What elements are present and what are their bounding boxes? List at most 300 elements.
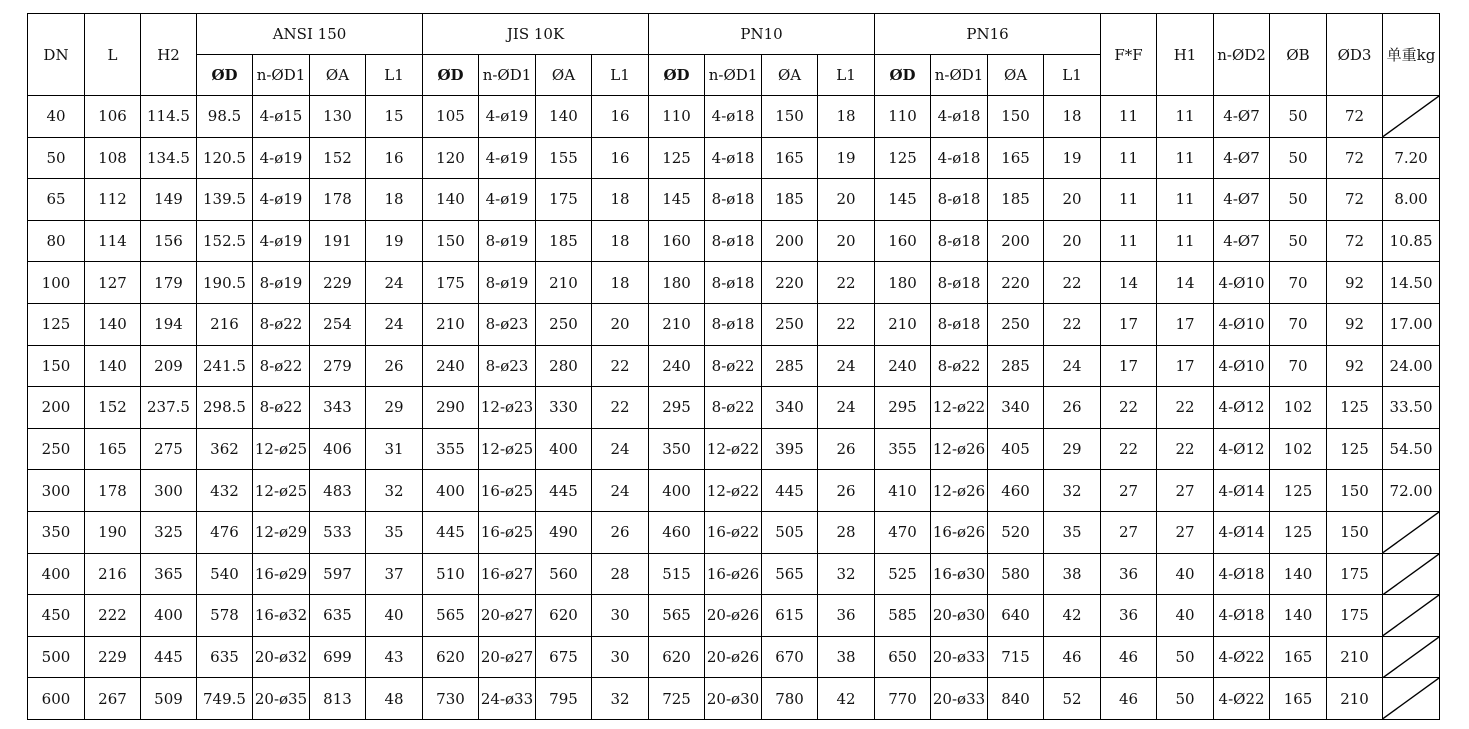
cell-jis-n-d1: 20-ø27: [479, 595, 536, 637]
cell-ff: 11: [1101, 179, 1157, 221]
cell-ff: 27: [1101, 511, 1157, 553]
cell-pn16-l1: 32: [1044, 470, 1101, 512]
table-row: [28, 553, 1440, 595]
cell-jis-d: 355: [423, 428, 479, 470]
cell-jis-d: 210: [423, 303, 479, 345]
cell-pn10-n-d1: 8-ø22: [705, 387, 762, 429]
cell-jis-a: 560: [536, 553, 592, 595]
cell-pn16-d: 240: [875, 345, 931, 387]
cell-dn: 40: [28, 96, 85, 138]
cell-jis-a: 490: [536, 511, 592, 553]
subheader-pn10-n-d1: n-ØD1: [705, 55, 762, 96]
cell-pn10-l1: 42: [818, 678, 875, 720]
cell-pn16-n-d1: 4-ø18: [931, 137, 988, 179]
cell-weight-empty-slash: [1383, 553, 1440, 595]
cell-jis-d: 400: [423, 470, 479, 512]
cell-pn16-d: 470: [875, 511, 931, 553]
cell-ff: 11: [1101, 137, 1157, 179]
diagonal-slash-icon: [1383, 512, 1439, 553]
cell-pn10-n-d1: 4-ø18: [705, 137, 762, 179]
table-row: [28, 179, 1440, 221]
table-row: [28, 470, 1440, 512]
cell-jis-n-d1: 20-ø27: [479, 636, 536, 678]
cell-l: 267: [85, 678, 141, 720]
cell-pn10-l1: 32: [818, 553, 875, 595]
cell-pn10-a: 220: [762, 262, 818, 304]
cell-l: 112: [85, 179, 141, 221]
cell-jis-d: 730: [423, 678, 479, 720]
cell-ansi-a: 406: [310, 428, 366, 470]
header-group-jis: JIS 10K: [423, 14, 649, 55]
cell-pn10-l1: 26: [818, 470, 875, 512]
cell-pn10-n-d1: 20-ø30: [705, 678, 762, 720]
cell-ansi-d: 216: [197, 303, 253, 345]
cell-pn16-n-d1: 12-ø26: [931, 428, 988, 470]
cell-jis-n-d1: 16-ø27: [479, 553, 536, 595]
cell-b: 50: [1270, 137, 1327, 179]
cell-l: 216: [85, 553, 141, 595]
subheader-pn16-a: ØA: [988, 55, 1044, 96]
cell-pn10-d: 400: [649, 470, 705, 512]
cell-weight-empty-slash: [1383, 96, 1440, 138]
cell-jis-a: 155: [536, 137, 592, 179]
cell-ansi-a: 483: [310, 470, 366, 512]
cell-ansi-n-d1: 8-ø22: [253, 387, 310, 429]
cell-pn10-a: 185: [762, 179, 818, 221]
cell-pn16-l1: 19: [1044, 137, 1101, 179]
cell-h2: 194: [141, 303, 197, 345]
cell-pn16-a: 580: [988, 553, 1044, 595]
cell-h1: 11: [1157, 137, 1214, 179]
cell-pn16-l1: 46: [1044, 636, 1101, 678]
cell-pn10-a: 395: [762, 428, 818, 470]
cell-pn10-d: 620: [649, 636, 705, 678]
cell-pn10-l1: 18: [818, 96, 875, 138]
header-b: ØB: [1270, 14, 1327, 96]
cell-pn16-d: 410: [875, 470, 931, 512]
cell-jis-n-d1: 8-ø19: [479, 262, 536, 304]
cell-ansi-d: 635: [197, 636, 253, 678]
cell-nd2: 4-Ø14: [1214, 470, 1270, 512]
cell-jis-d: 175: [423, 262, 479, 304]
cell-ansi-l1: 32: [366, 470, 423, 512]
cell-ansi-l1: 43: [366, 636, 423, 678]
cell-jis-a: 185: [536, 220, 592, 262]
cell-ansi-n-d1: 12-ø29: [253, 511, 310, 553]
cell-pn10-a: 565: [762, 553, 818, 595]
cell-ansi-n-d1: 8-ø22: [253, 303, 310, 345]
cell-ansi-a: 597: [310, 553, 366, 595]
cell-pn16-a: 640: [988, 595, 1044, 637]
cell-weight: 10.85: [1383, 220, 1440, 262]
cell-d3: 125: [1327, 387, 1383, 429]
cell-pn10-a: 285: [762, 345, 818, 387]
cell-pn10-n-d1: 8-ø18: [705, 179, 762, 221]
cell-weight: 17.00: [1383, 303, 1440, 345]
cell-pn10-d: 110: [649, 96, 705, 138]
cell-pn16-l1: 20: [1044, 179, 1101, 221]
cell-ansi-d: 139.5: [197, 179, 253, 221]
cell-pn16-d: 770: [875, 678, 931, 720]
cell-jis-n-d1: 24-ø33: [479, 678, 536, 720]
table-body: [28, 96, 1440, 720]
cell-pn10-n-d1: 8-ø18: [705, 220, 762, 262]
cell-pn16-d: 210: [875, 303, 931, 345]
cell-pn16-d: 355: [875, 428, 931, 470]
cell-jis-d: 620: [423, 636, 479, 678]
cell-nd2: 4-Ø10: [1214, 262, 1270, 304]
cell-pn10-n-d1: 8-ø18: [705, 303, 762, 345]
cell-pn10-d: 160: [649, 220, 705, 262]
cell-nd2: 4-Ø18: [1214, 553, 1270, 595]
cell-l: 140: [85, 345, 141, 387]
cell-pn16-a: 340: [988, 387, 1044, 429]
cell-nd2: 4-Ø12: [1214, 387, 1270, 429]
cell-weight: 33.50: [1383, 387, 1440, 429]
cell-pn10-a: 340: [762, 387, 818, 429]
subheader-jis-l1: L1: [592, 55, 649, 96]
cell-dn: 600: [28, 678, 85, 720]
cell-jis-n-d1: 12-ø25: [479, 428, 536, 470]
cell-l: 127: [85, 262, 141, 304]
cell-pn16-a: 520: [988, 511, 1044, 553]
cell-pn10-a: 670: [762, 636, 818, 678]
cell-pn10-a: 780: [762, 678, 818, 720]
subheader-jis-d: ØD: [423, 55, 479, 96]
cell-ff: 22: [1101, 387, 1157, 429]
cell-h2: 179: [141, 262, 197, 304]
cell-nd2: 4-Ø7: [1214, 96, 1270, 138]
cell-ansi-d: 749.5: [197, 678, 253, 720]
cell-weight: 14.50: [1383, 262, 1440, 304]
cell-jis-a: 175: [536, 179, 592, 221]
cell-ansi-d: 298.5: [197, 387, 253, 429]
cell-l: 229: [85, 636, 141, 678]
cell-pn16-a: 460: [988, 470, 1044, 512]
cell-b: 140: [1270, 595, 1327, 637]
cell-ansi-d: 432: [197, 470, 253, 512]
cell-jis-d: 290: [423, 387, 479, 429]
cell-ansi-n-d1: 12-ø25: [253, 428, 310, 470]
cell-pn10-n-d1: 12-ø22: [705, 428, 762, 470]
cell-b: 50: [1270, 179, 1327, 221]
cell-pn16-n-d1: 20-ø33: [931, 678, 988, 720]
cell-pn10-n-d1: 20-ø26: [705, 595, 762, 637]
cell-l: 106: [85, 96, 141, 138]
cell-pn16-a: 220: [988, 262, 1044, 304]
cell-jis-d: 150: [423, 220, 479, 262]
cell-dn: 250: [28, 428, 85, 470]
cell-pn16-n-d1: 4-ø18: [931, 96, 988, 138]
header-ff: F*F: [1101, 14, 1157, 96]
cell-pn16-a: 715: [988, 636, 1044, 678]
cell-pn16-n-d1: 20-ø33: [931, 636, 988, 678]
cell-nd2: 4-Ø22: [1214, 636, 1270, 678]
header-group-pn10: PN10: [649, 14, 875, 55]
cell-ansi-a: 254: [310, 303, 366, 345]
cell-pn16-n-d1: 16-ø30: [931, 553, 988, 595]
cell-ansi-a: 152: [310, 137, 366, 179]
cell-pn10-d: 350: [649, 428, 705, 470]
cell-h2: 445: [141, 636, 197, 678]
cell-nd2: 4-Ø7: [1214, 179, 1270, 221]
cell-ff: 17: [1101, 303, 1157, 345]
cell-jis-a: 210: [536, 262, 592, 304]
cell-pn10-d: 210: [649, 303, 705, 345]
cell-pn16-a: 285: [988, 345, 1044, 387]
cell-jis-a: 280: [536, 345, 592, 387]
cell-jis-l1: 28: [592, 553, 649, 595]
subheader-ansi-n-d1: n-ØD1: [253, 55, 310, 96]
cell-weight: 24.00: [1383, 345, 1440, 387]
cell-d3: 210: [1327, 678, 1383, 720]
cell-ansi-l1: 31: [366, 428, 423, 470]
cell-h2: 156: [141, 220, 197, 262]
cell-jis-l1: 26: [592, 511, 649, 553]
cell-ff: 11: [1101, 96, 1157, 138]
cell-jis-l1: 20: [592, 303, 649, 345]
subheader-pn16-n-d1: n-ØD1: [931, 55, 988, 96]
cell-ansi-d: 98.5: [197, 96, 253, 138]
cell-pn10-n-d1: 8-ø22: [705, 345, 762, 387]
cell-d3: 72: [1327, 220, 1383, 262]
cell-jis-d: 565: [423, 595, 479, 637]
cell-h1: 22: [1157, 428, 1214, 470]
cell-h1: 27: [1157, 511, 1214, 553]
cell-h1: 27: [1157, 470, 1214, 512]
cell-pn16-a: 150: [988, 96, 1044, 138]
cell-l: 152: [85, 387, 141, 429]
cell-weight: 7.20: [1383, 137, 1440, 179]
table-row: [28, 511, 1440, 553]
cell-jis-n-d1: 4-ø19: [479, 96, 536, 138]
cell-ansi-a: 699: [310, 636, 366, 678]
cell-pn10-l1: 26: [818, 428, 875, 470]
cell-nd2: 4-Ø10: [1214, 345, 1270, 387]
table-row: [28, 220, 1440, 262]
cell-jis-d: 240: [423, 345, 479, 387]
cell-pn10-d: 180: [649, 262, 705, 304]
cell-ff: 17: [1101, 345, 1157, 387]
cell-pn16-d: 125: [875, 137, 931, 179]
cell-b: 165: [1270, 636, 1327, 678]
cell-jis-n-d1: 16-ø25: [479, 470, 536, 512]
cell-pn16-l1: 52: [1044, 678, 1101, 720]
cell-weight-empty-slash: [1383, 678, 1440, 720]
cell-pn10-l1: 22: [818, 262, 875, 304]
cell-ansi-n-d1: 4-ø19: [253, 137, 310, 179]
cell-jis-a: 675: [536, 636, 592, 678]
cell-jis-n-d1: 4-ø19: [479, 179, 536, 221]
cell-h1: 50: [1157, 678, 1214, 720]
cell-b: 165: [1270, 678, 1327, 720]
cell-ff: 36: [1101, 553, 1157, 595]
cell-b: 50: [1270, 220, 1327, 262]
header-group-ansi: ANSI 150: [197, 14, 423, 55]
dimension-table-wrapper: [27, 13, 1437, 720]
cell-ff: 36: [1101, 595, 1157, 637]
subheader-pn10-d: ØD: [649, 55, 705, 96]
cell-pn16-l1: 22: [1044, 303, 1101, 345]
cell-pn10-a: 505: [762, 511, 818, 553]
cell-dn: 400: [28, 553, 85, 595]
cell-pn16-a: 405: [988, 428, 1044, 470]
cell-ansi-a: 130: [310, 96, 366, 138]
cell-ansi-a: 635: [310, 595, 366, 637]
table-row: [28, 303, 1440, 345]
cell-b: 70: [1270, 262, 1327, 304]
cell-nd2: 4-Ø7: [1214, 137, 1270, 179]
cell-jis-n-d1: 8-ø23: [479, 345, 536, 387]
cell-d3: 72: [1327, 179, 1383, 221]
header-n-d2: n-ØD2: [1214, 14, 1270, 96]
cell-l: 140: [85, 303, 141, 345]
cell-d3: 92: [1327, 345, 1383, 387]
cell-d3: 125: [1327, 428, 1383, 470]
cell-ansi-l1: 40: [366, 595, 423, 637]
cell-pn16-d: 650: [875, 636, 931, 678]
cell-jis-l1: 18: [592, 220, 649, 262]
cell-l: 222: [85, 595, 141, 637]
table-row: [28, 428, 1440, 470]
cell-pn10-l1: 22: [818, 303, 875, 345]
cell-pn10-l1: 24: [818, 387, 875, 429]
cell-jis-d: 140: [423, 179, 479, 221]
cell-jis-n-d1: 8-ø23: [479, 303, 536, 345]
cell-pn10-l1: 20: [818, 179, 875, 221]
cell-jis-a: 250: [536, 303, 592, 345]
cell-ansi-d: 152.5: [197, 220, 253, 262]
cell-h2: 114.5: [141, 96, 197, 138]
cell-pn10-a: 250: [762, 303, 818, 345]
cell-jis-a: 400: [536, 428, 592, 470]
cell-ansi-n-d1: 20-ø32: [253, 636, 310, 678]
cell-ansi-l1: 35: [366, 511, 423, 553]
cell-ansi-n-d1: 16-ø32: [253, 595, 310, 637]
table-row: [28, 262, 1440, 304]
header-weight: 单重kg: [1383, 14, 1440, 96]
cell-dn: 450: [28, 595, 85, 637]
cell-b: 50: [1270, 96, 1327, 138]
cell-ansi-l1: 16: [366, 137, 423, 179]
subheader-ansi-d: ØD: [197, 55, 253, 96]
cell-ansi-a: 343: [310, 387, 366, 429]
cell-ansi-n-d1: 4-ø15: [253, 96, 310, 138]
subheader-jis-n-d1: n-ØD1: [479, 55, 536, 96]
header-h2: H2: [141, 14, 197, 96]
cell-ansi-d: 190.5: [197, 262, 253, 304]
cell-b: 102: [1270, 387, 1327, 429]
cell-pn16-d: 295: [875, 387, 931, 429]
cell-pn16-n-d1: 8-ø22: [931, 345, 988, 387]
cell-jis-n-d1: 4-ø19: [479, 137, 536, 179]
cell-jis-a: 620: [536, 595, 592, 637]
cell-jis-n-d1: 16-ø25: [479, 511, 536, 553]
cell-jis-n-d1: 8-ø19: [479, 220, 536, 262]
diagonal-slash-icon: [1383, 678, 1439, 719]
cell-pn16-d: 145: [875, 179, 931, 221]
cell-h1: 22: [1157, 387, 1214, 429]
cell-pn16-n-d1: 12-ø22: [931, 387, 988, 429]
cell-jis-d: 510: [423, 553, 479, 595]
cell-pn10-l1: 19: [818, 137, 875, 179]
cell-ansi-a: 178: [310, 179, 366, 221]
cell-ansi-d: 476: [197, 511, 253, 553]
cell-d3: 150: [1327, 470, 1383, 512]
cell-h2: 209: [141, 345, 197, 387]
diagonal-slash-icon: [1383, 96, 1439, 137]
cell-pn10-l1: 20: [818, 220, 875, 262]
cell-pn16-n-d1: 8-ø18: [931, 262, 988, 304]
cell-pn10-n-d1: 20-ø26: [705, 636, 762, 678]
cell-ansi-l1: 26: [366, 345, 423, 387]
cell-jis-n-d1: 12-ø23: [479, 387, 536, 429]
cell-pn16-n-d1: 12-ø26: [931, 470, 988, 512]
cell-pn10-n-d1: 8-ø18: [705, 262, 762, 304]
cell-pn10-a: 200: [762, 220, 818, 262]
cell-jis-d: 120: [423, 137, 479, 179]
cell-ansi-l1: 18: [366, 179, 423, 221]
cell-pn16-d: 110: [875, 96, 931, 138]
cell-pn10-a: 445: [762, 470, 818, 512]
cell-dn: 150: [28, 345, 85, 387]
cell-pn16-d: 525: [875, 553, 931, 595]
cell-ansi-n-d1: 4-ø19: [253, 220, 310, 262]
cell-h2: 134.5: [141, 137, 197, 179]
cell-ff: 14: [1101, 262, 1157, 304]
cell-pn10-d: 240: [649, 345, 705, 387]
cell-l: 178: [85, 470, 141, 512]
cell-d3: 72: [1327, 137, 1383, 179]
cell-weight: 54.50: [1383, 428, 1440, 470]
cell-pn16-l1: 18: [1044, 96, 1101, 138]
cell-jis-d: 445: [423, 511, 479, 553]
flange-dimension-table: [27, 13, 1440, 720]
cell-ansi-a: 279: [310, 345, 366, 387]
cell-jis-l1: 16: [592, 137, 649, 179]
cell-ansi-d: 540: [197, 553, 253, 595]
cell-pn16-a: 840: [988, 678, 1044, 720]
cell-b: 70: [1270, 345, 1327, 387]
cell-ansi-l1: 29: [366, 387, 423, 429]
cell-h1: 11: [1157, 179, 1214, 221]
cell-jis-l1: 30: [592, 636, 649, 678]
cell-jis-l1: 16: [592, 96, 649, 138]
cell-jis-a: 330: [536, 387, 592, 429]
cell-pn16-n-d1: 20-ø30: [931, 595, 988, 637]
cell-ansi-d: 362: [197, 428, 253, 470]
cell-pn16-l1: 42: [1044, 595, 1101, 637]
cell-h2: 400: [141, 595, 197, 637]
cell-d3: 92: [1327, 262, 1383, 304]
cell-l: 165: [85, 428, 141, 470]
cell-pn16-l1: 29: [1044, 428, 1101, 470]
cell-d3: 210: [1327, 636, 1383, 678]
cell-pn16-a: 250: [988, 303, 1044, 345]
cell-d3: 175: [1327, 595, 1383, 637]
cell-nd2: 4-Ø14: [1214, 511, 1270, 553]
cell-ansi-n-d1: 8-ø19: [253, 262, 310, 304]
cell-ansi-d: 241.5: [197, 345, 253, 387]
cell-dn: 300: [28, 470, 85, 512]
table-row: [28, 387, 1440, 429]
cell-jis-l1: 24: [592, 470, 649, 512]
diagonal-slash-icon: [1383, 595, 1439, 636]
cell-jis-l1: 18: [592, 179, 649, 221]
cell-ansi-a: 191: [310, 220, 366, 262]
cell-pn10-n-d1: 4-ø18: [705, 96, 762, 138]
cell-ansi-l1: 48: [366, 678, 423, 720]
